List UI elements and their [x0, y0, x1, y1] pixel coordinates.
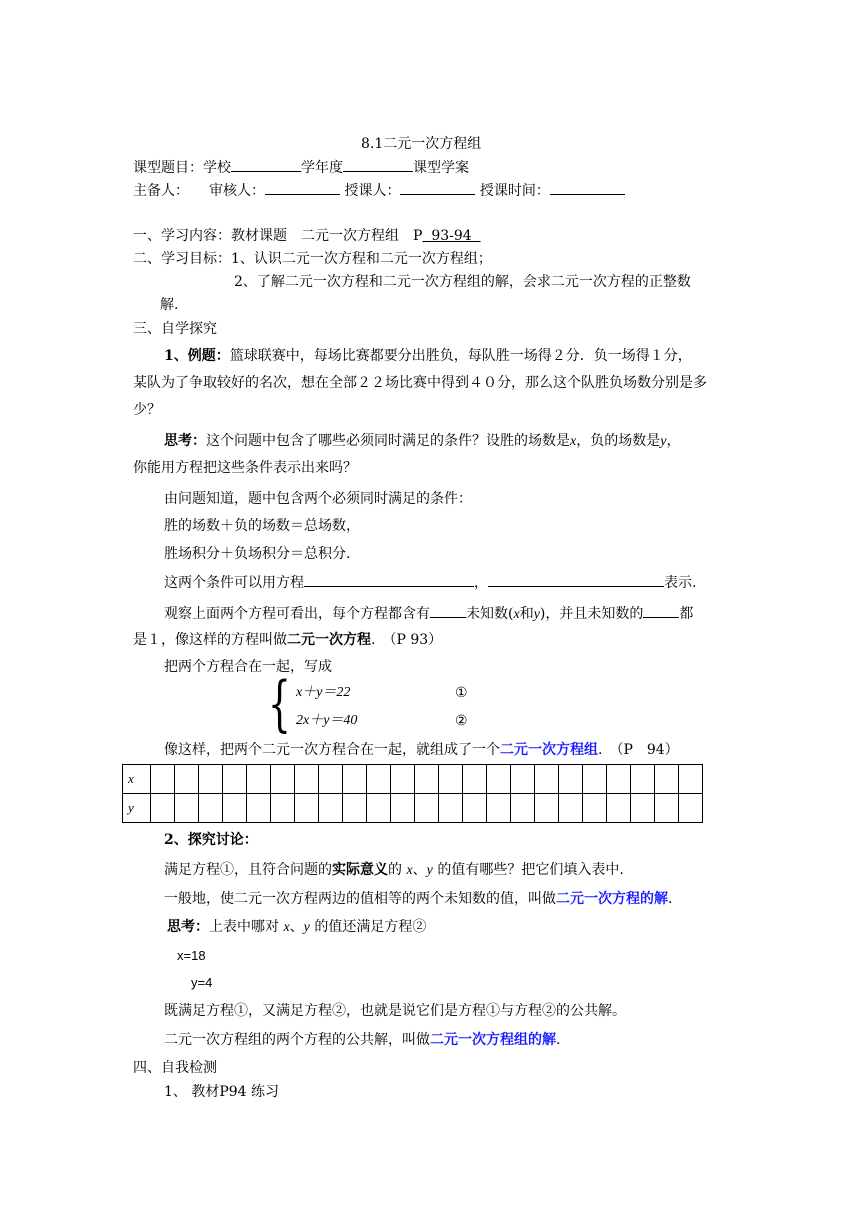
analysis-p4a: 这两个条件可以用方程 [164, 575, 304, 591]
table-cell[interactable] [295, 765, 319, 794]
think-text-1a: 这个问题中包含了哪些必须同时满足的条件？设胜的场数是 [206, 433, 570, 449]
teacher-label: 授课人： [344, 183, 401, 199]
think-text-2a: 上表中哪对 [209, 919, 279, 935]
table-cell[interactable] [295, 794, 319, 823]
table-cell[interactable] [319, 765, 343, 794]
table-cell[interactable] [223, 794, 247, 823]
section-4-item-1: 1、 教材P94 练习 [164, 1084, 280, 1100]
table-cell[interactable] [343, 765, 367, 794]
table-cell[interactable] [415, 765, 439, 794]
header-type-label: 课型学案 [413, 160, 469, 176]
blank-degree[interactable] [643, 603, 679, 618]
term-equation-system: 二元一次方程组 [500, 742, 598, 758]
analysis-p5c: )，并且未知数的 [539, 606, 644, 622]
var-y: y [303, 920, 310, 935]
discussion-sep: 、 [289, 919, 304, 935]
table-cell[interactable] [631, 765, 655, 794]
table-cell[interactable] [175, 765, 199, 794]
example-label: 1、例题： [164, 348, 230, 364]
header-school-label: 课型题目：学校 [133, 160, 231, 176]
think-line-2: 你能用方程把这些条件表示出来吗？ [133, 460, 357, 476]
header-line-1 [133, 157, 469, 178]
table-cell[interactable] [631, 794, 655, 823]
table-cell[interactable] [679, 765, 703, 794]
section-2: 二、学习目标：1、认识二元一次方程和二元一次方程组； [133, 251, 492, 267]
section-1 [133, 226, 481, 246]
analysis-p5a: 观察上面两个方程可看出，每个方程都含有 [164, 606, 430, 622]
var-y: y [533, 607, 540, 622]
analysis-p5d: 都 [679, 606, 694, 622]
table-cell[interactable] [607, 794, 631, 823]
table-row-x [123, 765, 703, 794]
analysis-p7: 把两个方程合在一起，写成 [164, 659, 332, 675]
table-cell[interactable] [223, 765, 247, 794]
think-line-1 [164, 431, 680, 452]
blank-year [343, 157, 413, 172]
equation-1: x＋y＝22 [296, 685, 351, 700]
table-cell[interactable] [415, 794, 439, 823]
table-cell[interactable] [583, 794, 607, 823]
table-cell[interactable] [367, 794, 391, 823]
table-cell[interactable] [439, 794, 463, 823]
table-cell[interactable] [655, 794, 679, 823]
table-cell[interactable] [583, 765, 607, 794]
term-equation-solution: 二元一次方程的解 [556, 891, 668, 907]
var-x: x [283, 920, 290, 935]
table-cell[interactable] [559, 794, 583, 823]
blank-count[interactable] [430, 603, 466, 618]
table-cell[interactable] [199, 765, 223, 794]
example-line-3: 少？ [133, 402, 161, 418]
table-head-x: x [123, 765, 151, 794]
discussion-p1b: 的 [388, 862, 402, 878]
discussion-p2 [164, 889, 672, 909]
analysis-p6 [133, 630, 442, 650]
preparer-label: 主备人： [133, 183, 189, 199]
example-line-1 [164, 346, 692, 366]
values-table [122, 764, 703, 823]
think-label-2: 思考： [167, 919, 209, 935]
var-y: y [660, 434, 667, 449]
equation-2: 2x＋y＝40 [296, 713, 358, 728]
equation-brace: { [268, 669, 291, 739]
section-2-goal-2: 2、了解二元一次方程和二元一次方程组的解，会求二元一次方程的正整数 [234, 274, 691, 290]
equation-1-mark: ① [455, 685, 468, 701]
think-label: 思考： [164, 433, 206, 449]
blank-school [231, 157, 301, 172]
section-3: 三、自学探究 [133, 321, 217, 337]
term-linear-equation: 二元一次方程 [287, 632, 371, 648]
table-cell[interactable] [487, 765, 511, 794]
discussion-p4a: 二元一次方程组的两个方程的公共解，叫做 [164, 1032, 430, 1048]
analysis-p6b: . （P 93） [371, 632, 443, 648]
time-label: 授课时间： [479, 183, 550, 199]
table-cell[interactable] [535, 794, 559, 823]
analysis-p4c: 表示. [664, 575, 697, 591]
think-text-1c: ， [666, 433, 681, 449]
blank-reviewer [265, 180, 340, 195]
table-cell[interactable] [535, 765, 559, 794]
table-cell[interactable] [319, 794, 343, 823]
header-year-label: 学年度 [301, 160, 343, 176]
table-cell[interactable] [463, 794, 487, 823]
analysis-p4b: ， [474, 575, 488, 591]
analysis-p8a: 像这样，把两个二元一次方程合在一起，就组成了一个 [164, 742, 500, 758]
table-cell[interactable] [679, 794, 703, 823]
var-x: x [570, 434, 577, 449]
section-4: 四、自我检测 [133, 1060, 217, 1076]
solution-x: x=18 [177, 948, 206, 963]
table-cell[interactable] [367, 765, 391, 794]
discussion-p4 [164, 1030, 560, 1050]
discussion-p3: 既满足方程①，又满足方程②，也就是说它们是方程①与方程②的公共解。 [164, 1003, 626, 1019]
table-cell[interactable] [439, 765, 463, 794]
analysis-p5-and: 和 [519, 606, 534, 622]
section-1-text: 一、学习内容：教材课题 二元一次方程组 P [133, 228, 423, 244]
term-practical-meaning: 实际意义 [332, 862, 388, 878]
discussion-p1 [164, 860, 624, 881]
analysis-p1: 由问题知道，题中包含两个必须同时满足的条件： [164, 491, 472, 507]
table-cell[interactable] [391, 765, 415, 794]
analysis-p8b: . （P 94） [598, 742, 679, 758]
analysis-p4 [164, 572, 696, 593]
reviewer-label: 审核人： [209, 183, 265, 199]
discussion-p1d: 的值有哪些？把它们填入表中. [437, 862, 624, 878]
discussion-label: 2、探究讨论： [164, 832, 258, 848]
table-cell[interactable] [487, 794, 511, 823]
table-cell[interactable] [247, 765, 271, 794]
analysis-p5b: 未知数( [466, 606, 514, 622]
table-cell[interactable] [559, 765, 583, 794]
equation-2-mark: ② [455, 713, 468, 729]
section-2-goal-2-end: 解. [160, 297, 179, 313]
discussion-p2a: 一般地，使二元一次方程两边的值相等的两个未知数的值，叫做 [164, 891, 556, 907]
discussion-p1c: 、 [412, 862, 427, 878]
table-cell[interactable] [247, 794, 271, 823]
blank-equation-1[interactable] [304, 572, 474, 587]
blank-equation-2[interactable] [488, 572, 664, 587]
table-head-y: y [123, 794, 151, 823]
table-cell[interactable] [391, 794, 415, 823]
blank-time [550, 180, 625, 195]
var-y: y [426, 863, 433, 878]
table-cell[interactable] [511, 794, 535, 823]
table-cell[interactable] [271, 794, 295, 823]
table-cell[interactable] [271, 765, 295, 794]
table-cell[interactable] [199, 794, 223, 823]
var-x: x [513, 607, 520, 622]
discussion-p4b: . [556, 1032, 561, 1048]
term-system-solution: 二元一次方程组的解 [430, 1032, 556, 1048]
analysis-p5 [164, 603, 693, 625]
example-text-1: 篮球联赛中，每场比赛都要分出胜负，每队胜一场得２分．负一场得１分， [229, 348, 692, 364]
table-row-y [123, 794, 703, 823]
table-cell[interactable] [343, 794, 367, 823]
var-x: x [406, 863, 413, 878]
blank-teacher [400, 180, 475, 195]
header-line-2 [133, 180, 625, 201]
table-cell[interactable] [511, 765, 535, 794]
analysis-p8 [164, 740, 679, 760]
table-cell[interactable] [175, 794, 199, 823]
discussion-p1a: 满足方程①，且符合问题的 [164, 862, 332, 878]
table-cell[interactable] [151, 794, 175, 823]
discussion-p2b: . [668, 891, 673, 907]
think-text-1b: ，负的场数是 [576, 433, 661, 449]
example-line-2: 某队为了争取较好的名次，想在全部２２场比赛中得到４０分，那么这个队胜负场数分别是多 [133, 375, 707, 391]
discussion-think [167, 917, 426, 938]
table-cell[interactable] [655, 765, 679, 794]
table-cell[interactable] [463, 765, 487, 794]
analysis-p6a: 是１，像这样的方程叫做 [133, 632, 287, 648]
page-title: 8.1二元一次方程组 [361, 136, 482, 152]
analysis-p3: 胜场积分＋负场积分＝总积分. [164, 546, 351, 562]
solution-y: y=4 [191, 975, 213, 990]
section-1-pages: 93-94 [422, 228, 481, 244]
table-cell[interactable] [607, 765, 631, 794]
table-cell[interactable] [151, 765, 175, 794]
analysis-p2: 胜的场数＋负的场数＝总场数， [164, 518, 360, 534]
think-text-2b: 的值还满足方程② [314, 919, 427, 935]
